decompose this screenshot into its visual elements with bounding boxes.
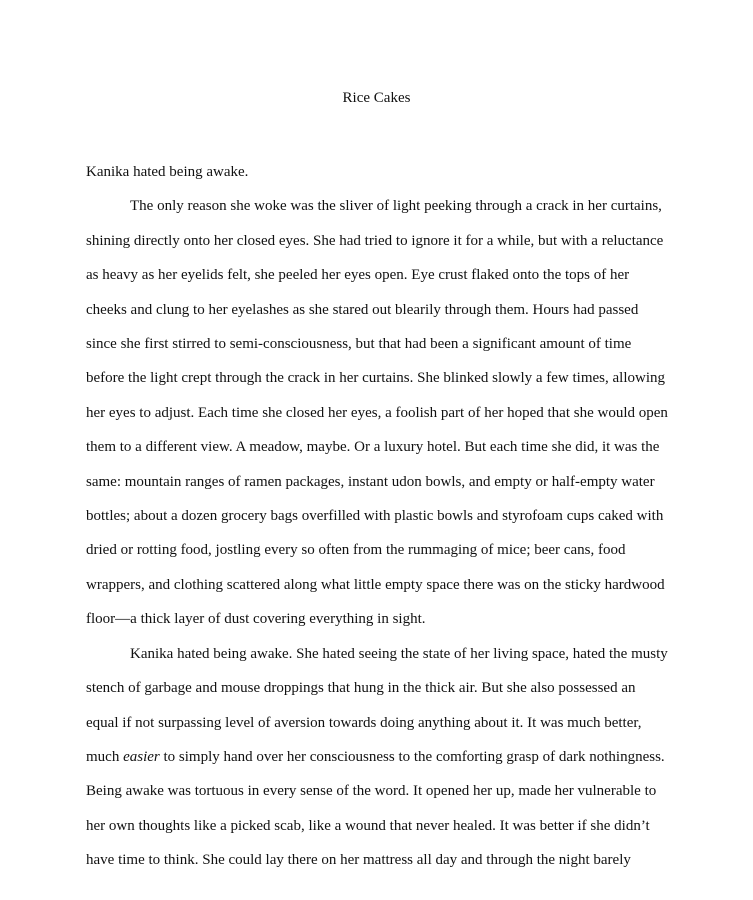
- paragraph-3-after: to simply hand over her consciousness to the comforting grasp of dark nothingness. Being awake was tortuous in every sense of the word. It opened her up, made her vulnerable to her own thoughts like a picked scab, like a wound that never healed. It was better if she didn’t have time to think. She could lay there on her mattress all day and through the night barely: [86, 748, 665, 869]
- paragraph-3-before: Kanika hated being awake. She hated seeing the state of her living space, hated the musty stench of garbage and mouse droppings that hung in the thick air. But she also possessed an equal if not surpassing level of aversion towards doing anything about it. It was much better, much: [86, 645, 668, 765]
- paragraph-2: The only reason she woke was the sliver of light peeking through a crack in her curtains, shining directly onto her closed eyes. She had tried to ignore it for a while, but with a reluctance as heavy as her eyelids felt, she peeled her eyes open. Eye crust flaked onto the tops of her cheeks and clung to her eyelashes as she stared out blearily through them. Hours had passed since she first stirred to semi-consciousness, but that had been a significant amount of time before the light crept through the crack in her curtains. She blinked slowly a few times, allowing her eyes to adjust. Each time she closed her eyes, a foolish part of her hoped that she would open them to a different view. A meadow, maybe. Or a luxury hotel. But each time she did, it was the same: mountain ranges of ramen packages, instant udon bowls, and empty or half-empty water bottles; about a dozen grocery bags overfilled with plastic bowls and styrofoam cups caked with dried or rotting food, jostling every so often from the rummaging of mice; beer cans, food wrappers, and clothing scattered along what little empty space there was on the sticky hardwood floor—a thick layer of dust covering everything in sight.: [86, 198, 668, 628]
- emphasis-easier: easier: [123, 748, 160, 765]
- paragraph-opening-line: Kanika hated being awake.: [86, 164, 249, 180]
- paragraph-3: [86, 637, 668, 878]
- document-body: [86, 155, 668, 878]
- document-title: Rice Cakes: [342, 90, 411, 106]
